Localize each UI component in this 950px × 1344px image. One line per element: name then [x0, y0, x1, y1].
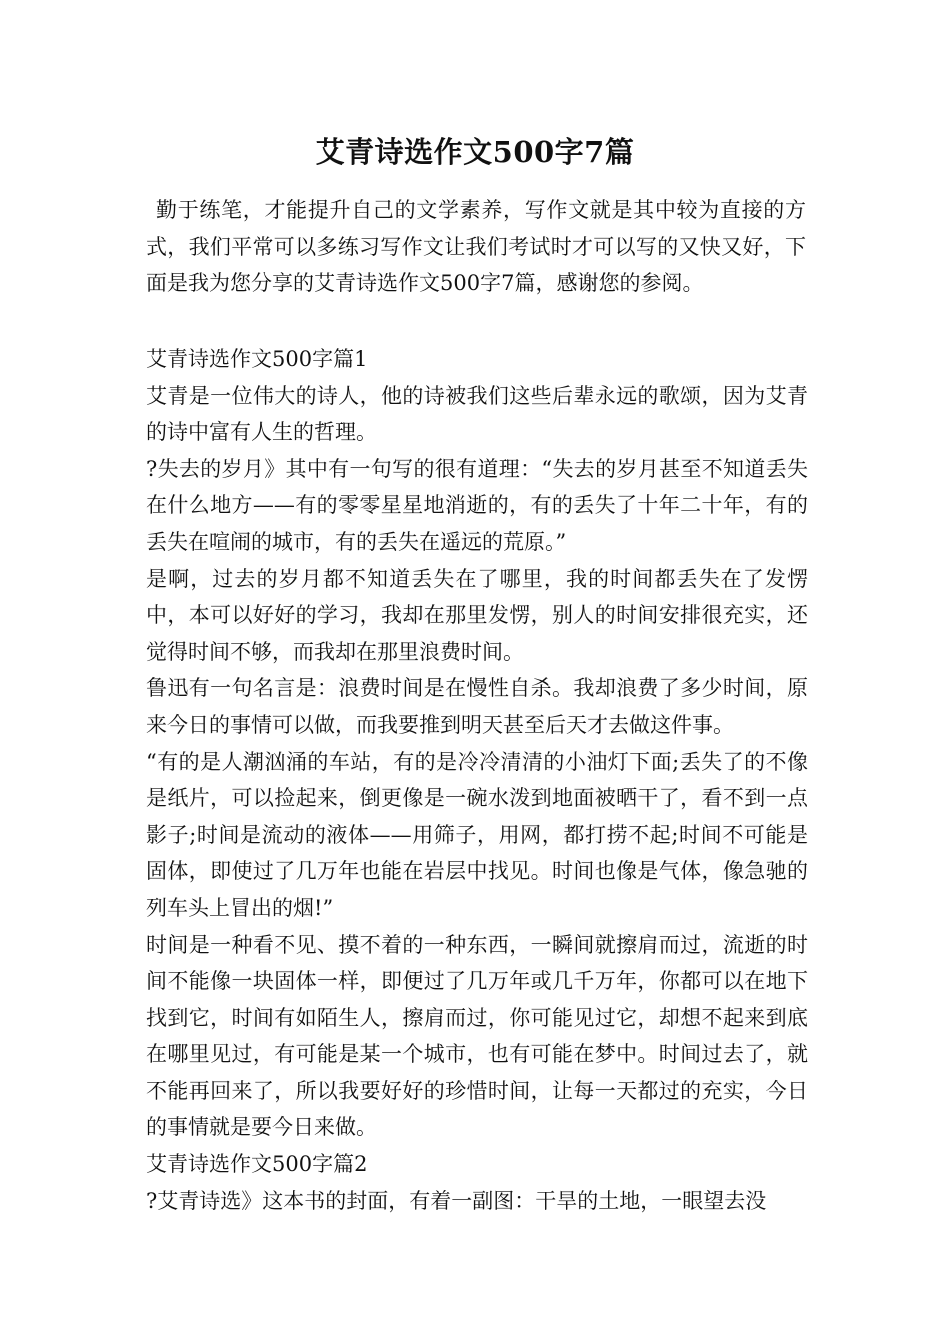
body-paragraph: ?艾青诗选》这本书的封面，有着一副图：干旱的土地，一眼望去没	[146, 1188, 767, 1213]
document-body	[146, 341, 808, 1219]
body-paragraph: 艾青是一位伟大的诗人，他的诗被我们这些后辈永远的歌颂，因为艾青的诗中富有人生的哲理。	[146, 383, 808, 445]
section-heading-2: 艾青诗选作文500字篇2	[146, 1152, 368, 1177]
body-paragraph: 鲁迅有一句名言是：浪费时间是在慢性自杀。我却浪费了多少时间，原来今日的事情可以做，而我要推到明天甚至后天才去做这件事。	[146, 676, 808, 737]
body-paragraph: ?失去的岁月》其中有一句写的很有道理：“失去的岁月甚至不知道丢失在什么地方——有的零零星星地消逝的，有的丢失了十年二十年，有的丢失在喧闹的城市，有的丢失在遥远的荒原。”	[146, 456, 808, 554]
body-paragraph: 时间是一种看不见、摸不着的一种东西，一瞬间就擦肩而过，流逝的时间不能像一块固体一样，即便过了几万年或几千万年，你都可以在地下找到它，时间有如陌生人，擦肩而过，你可能见过它，却想不起来到底在哪里见过，有可能是某一个城市，也有可能在梦中。时间过去了，就不能再回来了，所以我要好好的珍惜时间，让每一天都过的充实，今日的事情就是要今日来做。	[146, 932, 808, 1140]
body-paragraph: 是啊，过去的岁月都不知道丢失在了哪里，我的时间都丢失在了发愣中，本可以好好的学习，我却在那里发愣，别人的时间安排很充实，还觉得时间不够，而我却在那里浪费时间。	[146, 566, 808, 664]
body-paragraph: “有的是人潮汹涌的车站，有的是冷冷清清的小油灯下面;丢失了的不像是纸片，可以捡起来，倒更像是一碗水泼到地面被晒干了，看不到一点影子;时间是流动的液体——用筛子，用网，都打捞不起;时间不可能是固体，即使过了几万年也能在岩层中找见。时间也像是气体，像急驰的列车头上冒出的烟!”	[146, 749, 808, 920]
document-title: 艾青诗选作文500字7篇	[315, 135, 635, 169]
intro-paragraph: 勤于练笔，才能提升自己的文学素养，写作文就是其中较为直接的方式，我们平常可以多练习写作文让我们考试时才可以写的又快又好，下面是我为您分享的艾青诗选作文500字7篇，感谢您的参阅。	[146, 198, 806, 295]
section-heading-1: 艾青诗选作文500字篇1	[146, 347, 368, 371]
